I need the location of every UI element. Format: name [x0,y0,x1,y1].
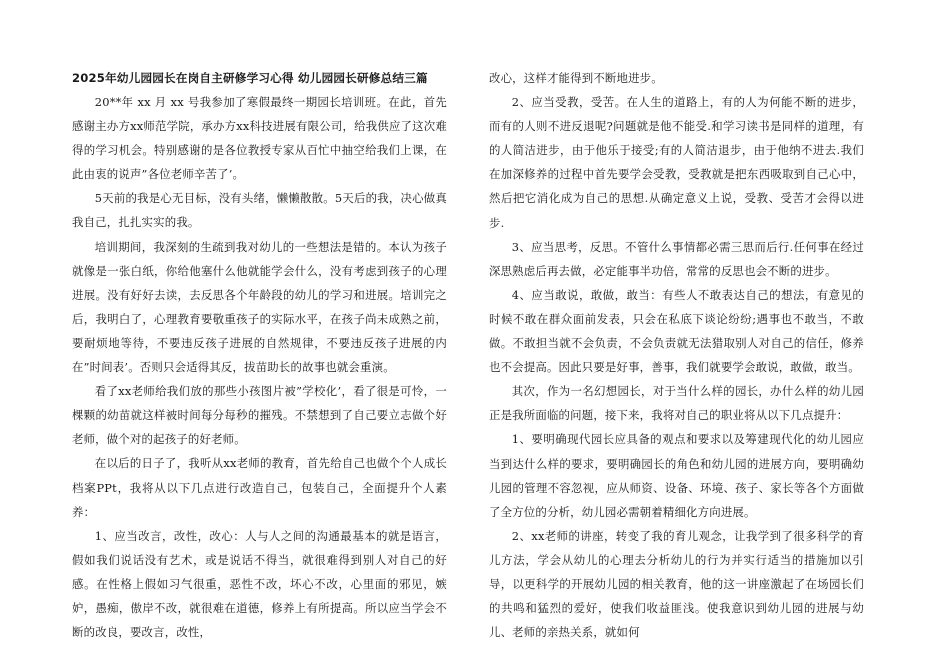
paragraph: 3、应当思考，反思。不管什么事情都必需三思而后行.任何事在经过深思熟虑后再去做，必定能事半功倍，常常的反思也会不断的进步。 [489,239,864,278]
right-column [489,66,864,644]
paragraph: 看了xx老师给我们放的那些小孩图片被”学校化’，看了很是可怜，一棵颗的幼苗就这样被时间每分每秒的摧残。不禁想到了自己要立志做个好老师，做个对的起孩子的好老师。 [72,384,447,447]
paragraph: 4、应当敢说，敢做，敢当：有些人不敢表达自己的想法，有意见的时候不敢在群众面前发表，只会在私底下谈论纷纷;遇事也不敢当，不敢做。不敢担当就不会负责，不会负责就无法猎取别人对自己的信任，修养也不会提高。因此只要是好事，善事，我们就要学会敢说，敢做，敢当。 [489,287,864,375]
document-title: 2025年幼儿园园长在岗自主研修学习心得 幼儿园园长研修总结三篇 [72,71,428,85]
paragraph: 20**年 xx 月 xx 号我参加了寒假最终一期园长培训班。在此，首先感谢主办方xx师范学院，承办方xx科技进展有限公司，给我供应了这次难得的学习机会。特别感谢的是各位教授专家从百忙中抽空给我们上课，在此由衷的说声”各位老师辛苦了’。 [72,95,447,182]
paragraph: 2、应当受教，受苦。在人生的道路上，有的人为何能不断的进步，而有的人则不进反退呢?问题就是他不能受.和学习读书是同样的道理，有的人简洁进步，由于他乐于接受;有的人简洁退步，由于他纳不进去.我们在加深修养的过程中首先要学会受教，受教就是把东西吸取到自己心中，然后把它消化成为自己的思想.从确定意义上说，受教、受苦才会得以进步. [489,95,864,230]
paragraph: 5天前的我是心无目标，没有头绪，懒懒散散。5天后的我，决心做真我自己，扎扎实实的我。 [72,191,447,230]
paragraph-continued: 改心，这样才能得到不断地进步。 [489,71,663,85]
paragraph: 1、要明确现代园长应具备的观点和要求以及筹建现代化的幼儿园应当到达什么样的要求，要明确园长的角色和幼儿园的进展方向，要明确幼儿园的管理不容忽视，应从师资、设备、环境、孩子、家长等各个方面做了全方位的分析，幼儿园必需朝着精细化方向进展。 [489,432,864,519]
paragraph: 1、应当改言，改性，改心：人与人之间的沟通最基本的就是语言，假如我们说话没有艺术，或是说话不得当，就很难得到别人对自己的好感。在性格上假如习气很重，恶性不改，坏心不改，心里面的邪见，嫉妒，愚痴，傲岸不改，就很难在道德，修养上有所提高。所以应当学会不断的改良，要改言，改性， [72,528,447,640]
paragraph: 2、xx老师的讲座，转变了我的育儿观念，让我学到了很多科学的育儿方法，学会从幼儿的心理去分析幼儿的行为并实行适当的措施加以引导，以更科学的开展幼儿园的相关教育，他的这一讲座激起了在场园长们的共鸣和猛烈的爱好，使我们收益匪浅。使我意识到幼儿园的进展与幼儿、老师的亲热关系，就如何 [489,528,864,640]
paragraph: 在以后的日子了，我听从xx老师的教育，首先给自己也做个个人成长档案PPt，我将从以下几点进行改造自己，包装自己，全面提升个人素养： [72,456,447,519]
left-column [72,66,447,644]
paragraph: 其次，作为一名幻想园长，对于当什么样的园长，办什么样的幼儿园正是我所面临的问题，接下来，我将对自己的职业将从以下几点提升： [489,384,864,423]
paragraph: 培训期间，我深刻的生疏到我对幼儿的一些想法是错的。本认为孩子就像是一张白纸，你给他塞什么他就能学会什么，没有考虑到孩子的心理进展。没有好好去读，去反思各个年龄段的幼儿的学习和进展。培训完之后，我明白了，心理教育要敬重孩子的实际水平，在孩子尚未成熟之前，要耐烦地等待，不要违反孩子进展的自然规律，不要违反孩子进展的内在”时间表’。否则只会适得其反，拔苗助长的故事也就会重演。 [72,239,447,375]
